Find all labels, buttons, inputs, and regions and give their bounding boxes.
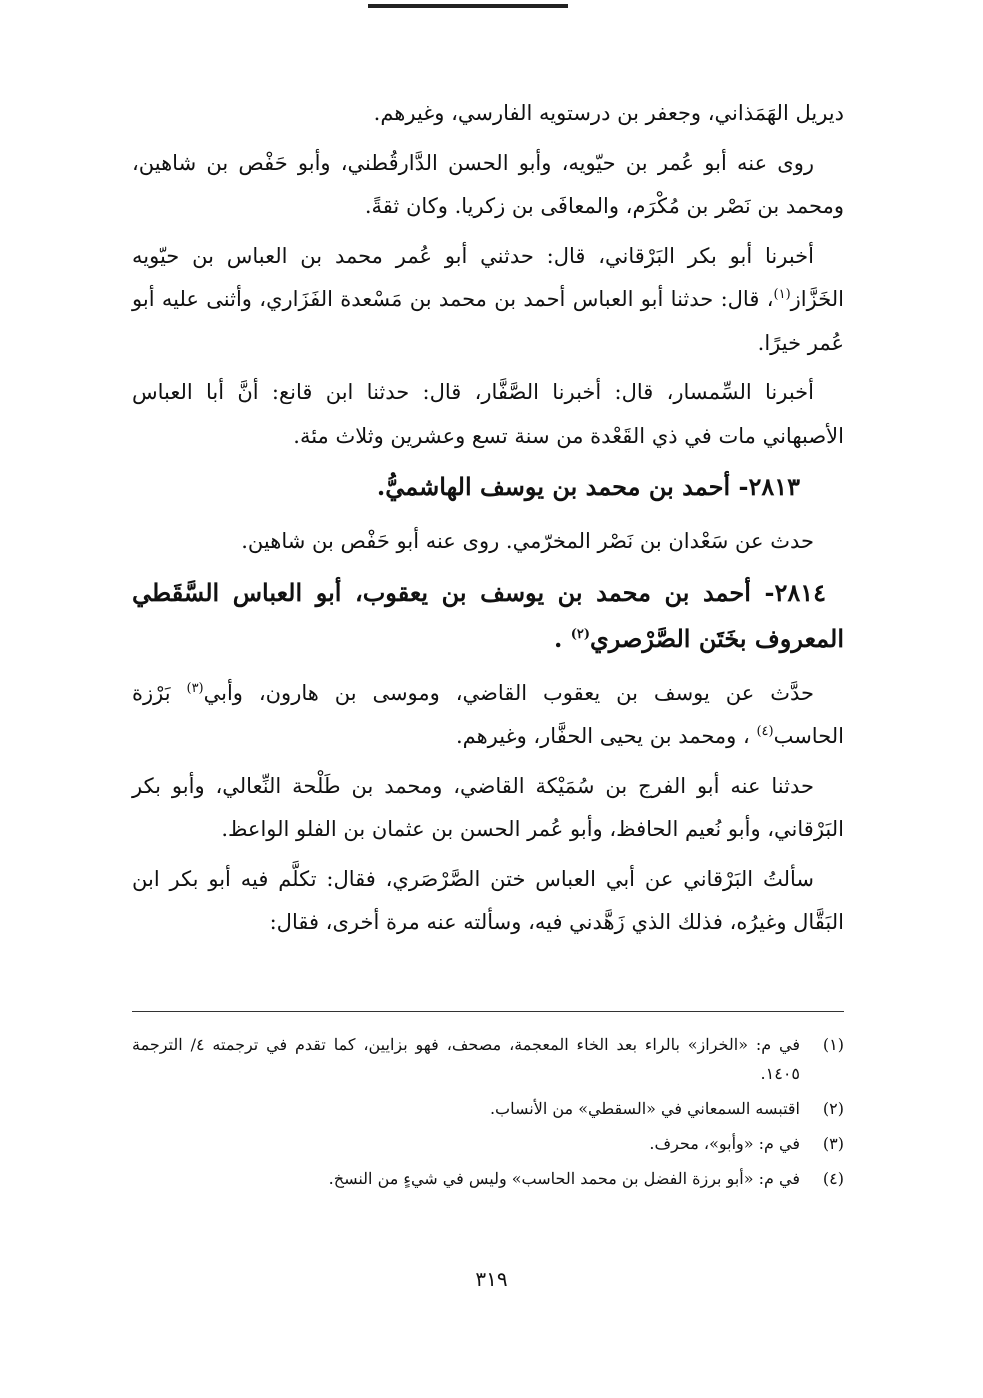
entry-heading-2813 xyxy=(132,464,844,510)
footnote-1-number: (١) xyxy=(822,1035,844,1054)
footnote-3-number: (٣) xyxy=(822,1134,844,1153)
page-number: ٣١٩ xyxy=(475,1267,508,1291)
footnote-2-number: (٢) xyxy=(822,1099,844,1118)
top-rule xyxy=(368,4,568,8)
footnote-4 xyxy=(132,1164,844,1193)
paragraph-5 xyxy=(132,520,844,564)
footnote-marker-2: (٢) xyxy=(570,626,591,642)
paragraph-6-text-b: بَرْزة الحاسب xyxy=(132,680,844,748)
paragraph-3-text-a: أخبرنا أبو بكر البَرْقاني، قال: حدثني أبو عُمر محمد بن العباس بن حيّويه الخَزَّاز xyxy=(132,243,844,311)
entry-heading-2813-text: ٢٨١٣- أحمد بن محمد بن يوسف الهاشميُّ. xyxy=(376,472,800,501)
footnote-4-text: في م: «أبو برزة الفضل بن محمد الحاسب» وليس في شيءٍ من النسخ. xyxy=(328,1169,800,1188)
paragraph-3-text-b: ، قال: حدثنا أبو العباس أحمد بن محمد بن مَسْعدة الفَزَاري، وأثنى عليه أبو عُمر خيرًا. xyxy=(132,287,844,355)
paragraph-2 xyxy=(132,142,844,229)
paragraph-2-text: روى عنه أبو عُمر بن حيّويه، وأبو الحسن الدَّارقُطني، وأبو حَفْص بن شاهين، ومحمد بن نَصْر بن مُكْرَم، والمعافَى بن زكريا. وكان ثقةً. xyxy=(132,150,844,218)
paragraph-8 xyxy=(132,858,844,945)
paragraph-1-text: ديريل الهَمَذاني، وجعفر بن درستويه الفارسي، وغيرهم. xyxy=(373,101,844,125)
footnote-separator xyxy=(132,1011,844,1012)
footnote-4-number: (٤) xyxy=(822,1169,844,1188)
main-text xyxy=(132,92,844,945)
entry-heading-2814-text: ٢٨١٤- أحمد بن محمد بن يوسف بن يعقوب، أبو العباس السَّقَطي المعروف بخَتَن الصَّرْصري xyxy=(132,577,844,653)
paragraph-4 xyxy=(132,371,844,458)
paragraph-5-text: حدث عن سَعْدان بن نَصْر المخرّمي. روى عنه أبو حَفْص بن شاهين. xyxy=(241,529,814,553)
footnote-marker-4: (٤) xyxy=(756,724,774,739)
footnote-1-text: في م: «الخراز» بالراء بعد الخاء المعجمة، مصحف، فهو بزايين، كما تقدم في ترجمته ٤/ الترجمة ١٤٠٥. xyxy=(132,1035,801,1083)
paragraph-6-text-a: حدَّث عن يوسف بن يعقوب القاضي، وموسى بن هارون، وأبي xyxy=(203,680,814,705)
entry-heading-2814-end: . xyxy=(554,623,571,653)
paragraph-6 xyxy=(132,672,844,759)
footnote-marker-1: (١) xyxy=(773,287,791,302)
paragraph-1 xyxy=(132,92,844,136)
footnotes xyxy=(132,1030,844,1199)
footnote-marker-3: (٣) xyxy=(186,680,204,696)
footnote-1 xyxy=(132,1030,844,1088)
paragraph-8-text: سألتُ البَرْقاني عن أبي العباس ختن الصَّرْصَري، فقال: تكلَّم فيه أبو بكر ابن البَقَّال وغيرُه، فذلك الذي زَهَّدني فيه، وسألته عنه مرة أخرى، فقال: xyxy=(132,866,844,934)
paragraph-7-text: حدثنا عنه أبو الفرج بن سُمَيْكة القاضي، ومحمد بن طَلْحة النِّعالي، وأبو بكر البَرْقاني، وأبو نُعيم الحافظ، وأبو عُمر الحسن بن عثمان بن الفلو الواعظ. xyxy=(132,773,844,841)
footnote-3-text: في م: «وأبو»، محرف. xyxy=(649,1134,800,1153)
footnote-2 xyxy=(132,1094,844,1123)
paragraph-4-text: أخبرنا السِّمسار، قال: أخبرنا الصَّفَّار، قال: حدثنا ابن قانع: أنَّ أبا العباس الأصبهاني مات في ذي القَعْدة من سنة تسع وعشرين وثلاث مئة. xyxy=(132,380,844,448)
paragraph-3 xyxy=(132,235,844,366)
footnote-3 xyxy=(132,1129,844,1158)
paragraph-7 xyxy=(132,765,844,852)
paragraph-6-text-c: ، ومحمد بن يحيى الحفَّار، وغيرهم. xyxy=(455,724,757,748)
footnote-2-text: اقتبسه السمعاني في «السقطي» من الأنساب. xyxy=(489,1099,800,1118)
entry-heading-2814 xyxy=(132,570,844,662)
